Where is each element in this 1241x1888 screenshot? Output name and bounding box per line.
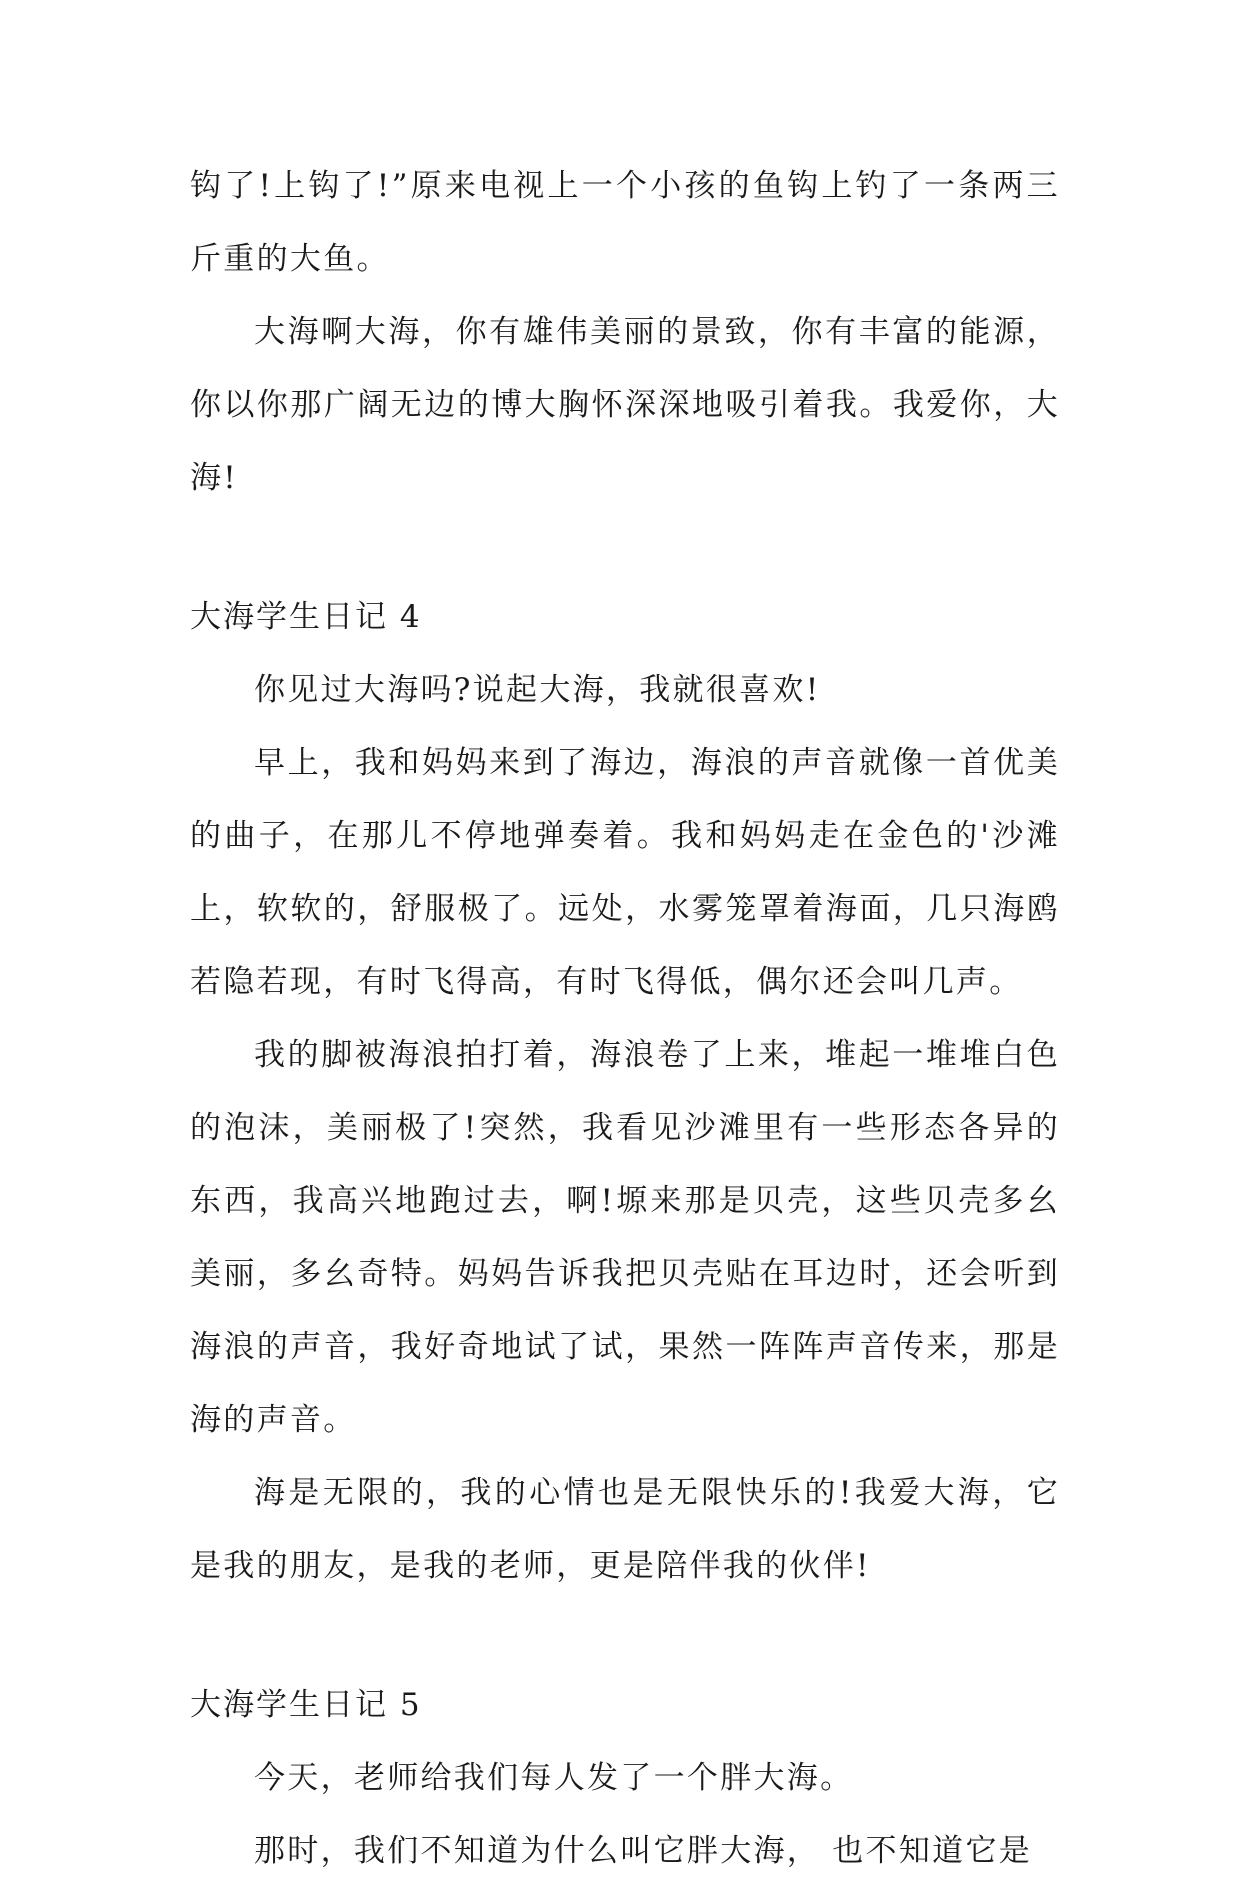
section-gap (190, 1603, 1060, 1669)
document-page (190, 150, 1060, 1888)
paragraph-sea-love: 大海啊大海，你有雄伟美丽的景致，你有丰富的能源，你以你那广阔无边的博大胸怀深深地吸引着我。我爱你，大海! (190, 314, 1060, 496)
paragraph: 你见过大海吗?说起大海，我就很喜欢! (254, 672, 821, 708)
section-heading-5: 大海学生日记 5 (190, 1687, 422, 1723)
section-heading-4: 大海学生日记 4 (190, 599, 422, 635)
paragraph: 早上，我和妈妈来到了海边，海浪的声音就像一首优美的曲子，在那儿不停地弹奏着。我和妈妈走在金色的'沙滩上，软软的，舒服极了。远处，水雾笼罩着海面，几只海鸥若隐若现，有时飞得高，有时飞得低，偶尔还会叫几声。 (190, 745, 1060, 1000)
paragraph-continuation: 钩了!上钩了!”原来电视上一个小孩的鱼钩上钓了一条两三斤重的大鱼。 (190, 168, 1060, 277)
paragraph: 我的脚被海浪拍打着，海浪卷了上来，堆起一堆堆白色的泡沫，美丽极了!突然，我看见沙滩里有一些形态各异的东西，我高兴地跑过去，啊!塬来那是贝壳，这些贝壳多幺美丽，多幺奇特。妈妈告诉我把贝壳贴在耳边时，还会听到海浪的声音，我好奇地试了试，果然一阵阵声音传来，那是海的声音。 (190, 1037, 1060, 1438)
section-gap (190, 515, 1060, 581)
paragraph: 海是无限的，我的心情也是无限快乐的!我爱大海，它是我的朋友，是我的老师，更是陪伴我的伙伴! (190, 1475, 1060, 1584)
paragraph: 今天，老师给我们每人发了一个胖大海。 (254, 1760, 854, 1796)
paragraph: 那时，我们不知道为什么叫它胖大海， 也不知道它是 (254, 1833, 1033, 1869)
